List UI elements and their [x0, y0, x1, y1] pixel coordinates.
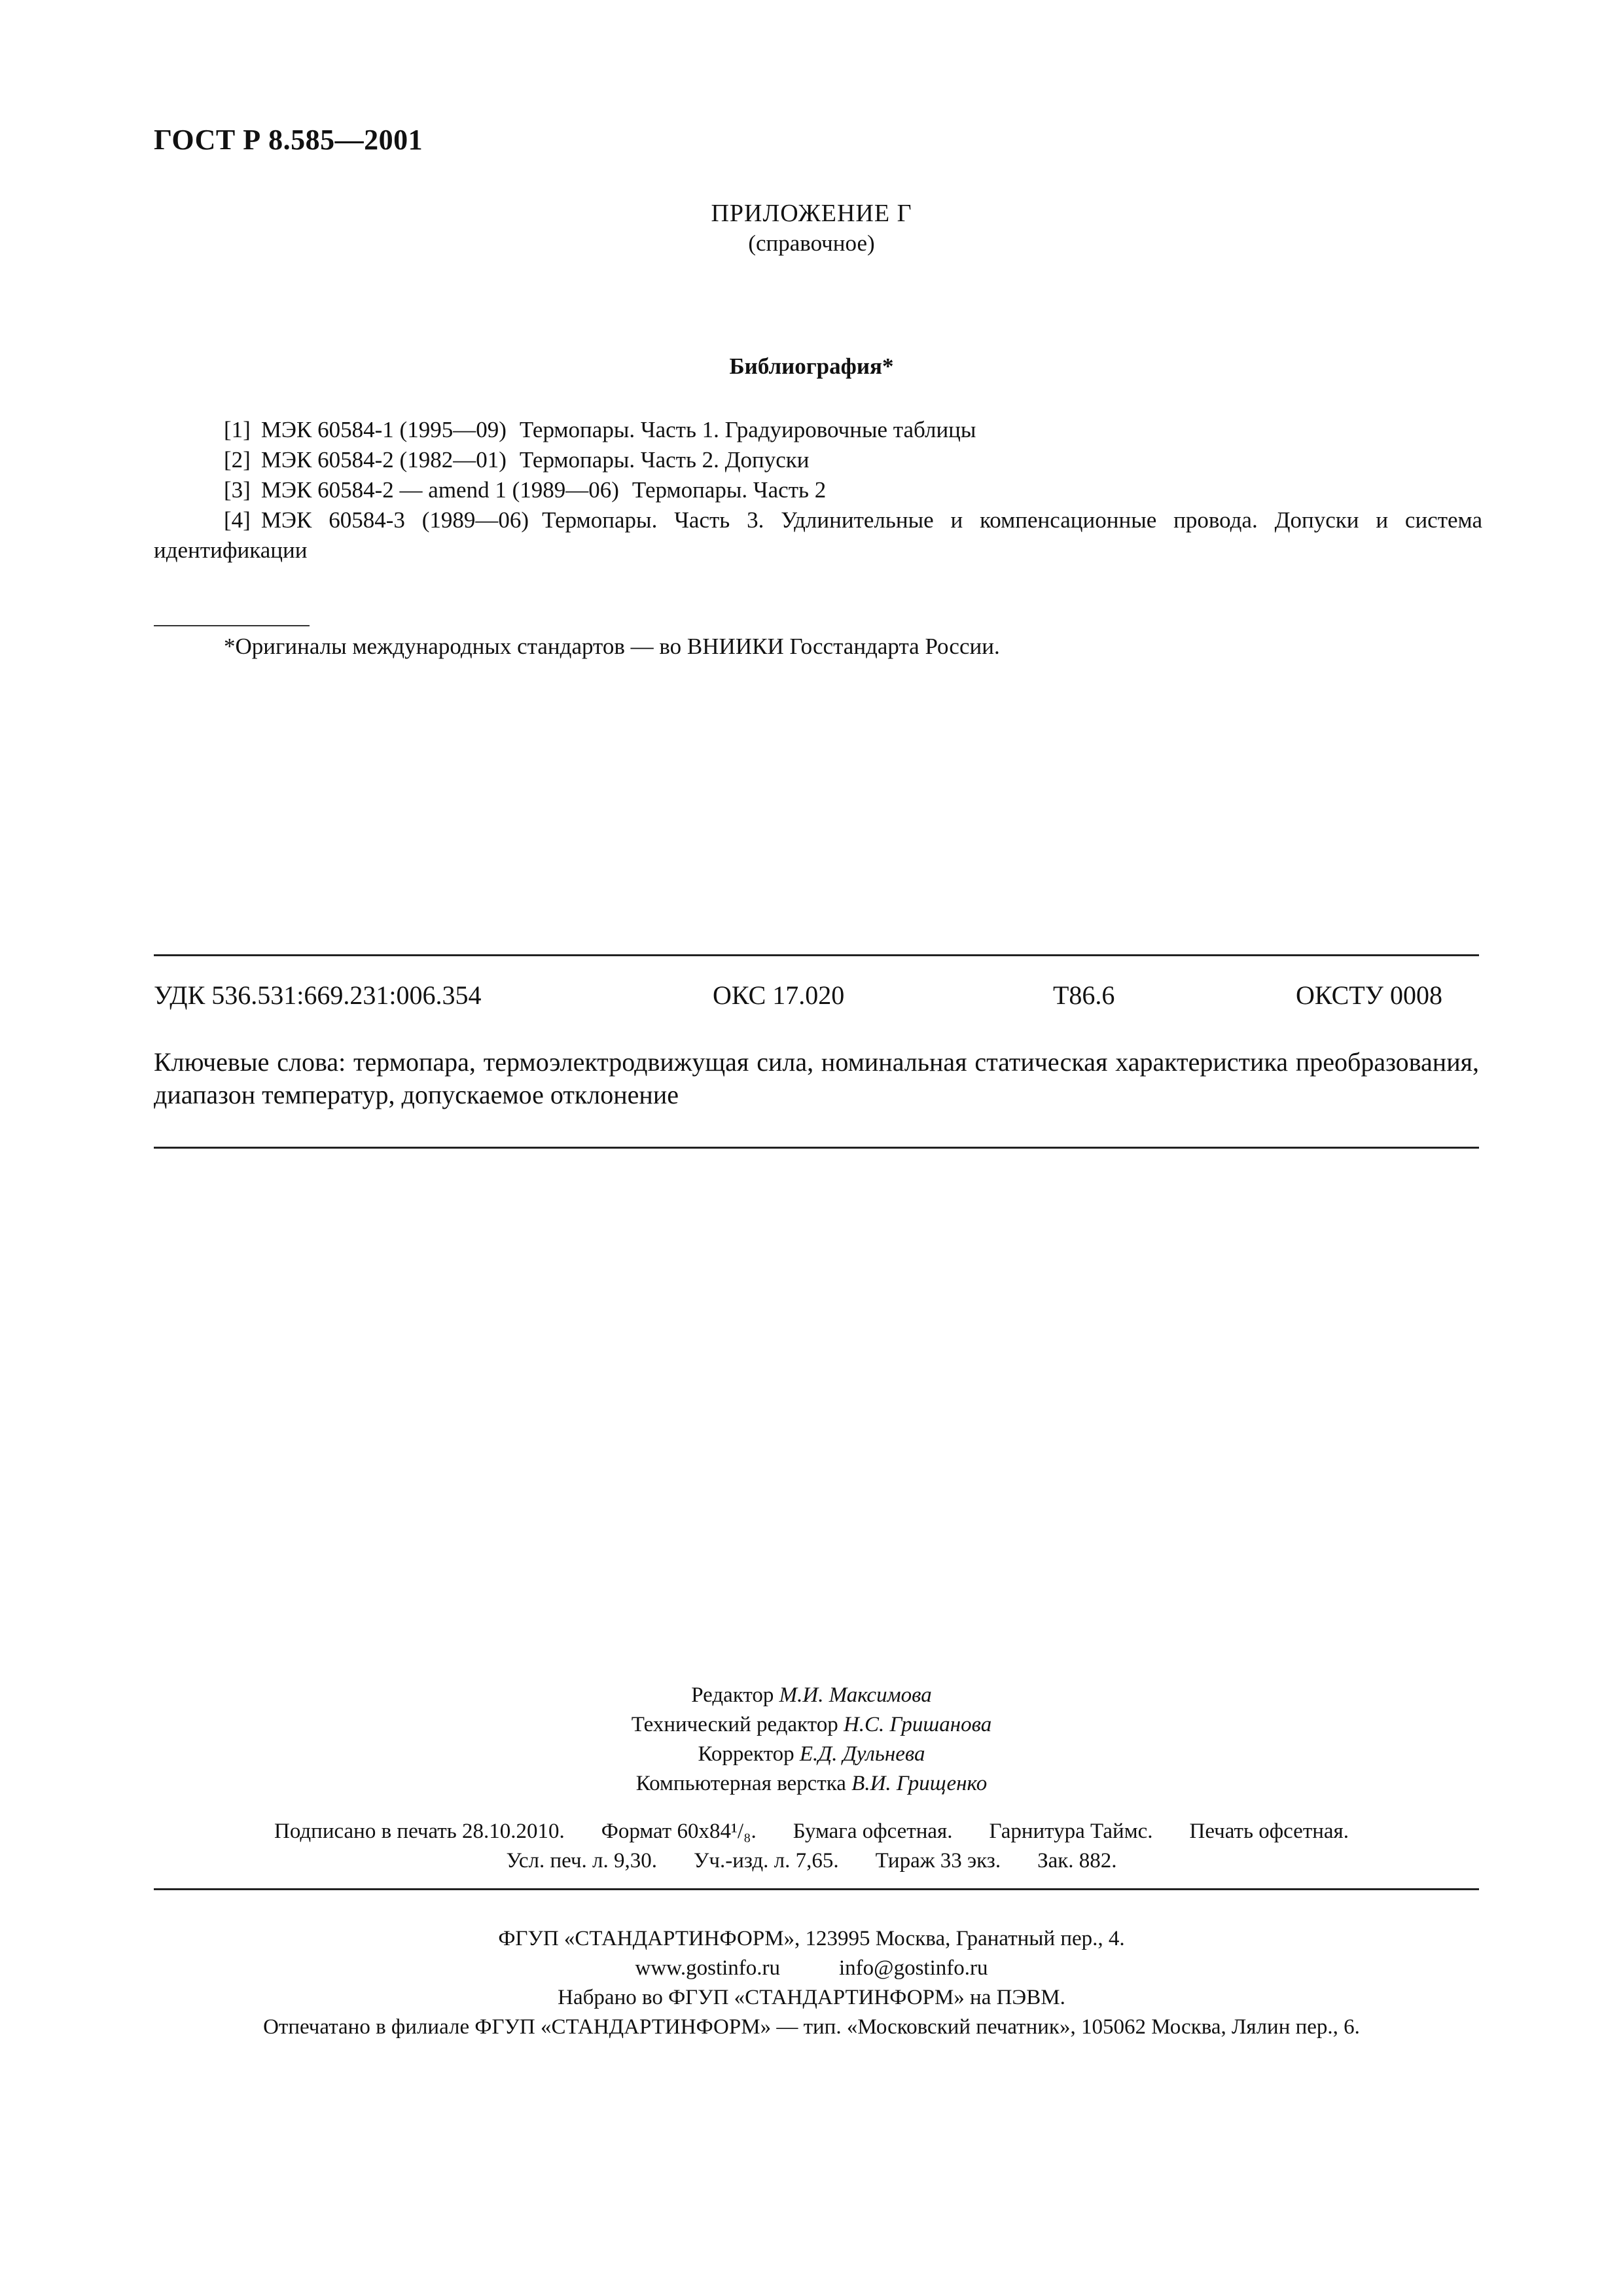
item-text: Термопары. Часть 2 [632, 477, 827, 503]
footnote-separator [154, 625, 310, 626]
divider-bottom [154, 1147, 1479, 1149]
publisher-email: info@gostinfo.ru [839, 1956, 988, 1980]
divider-top [154, 954, 1479, 956]
print-field: Уч.-изд. л. 7,65. [694, 1849, 839, 1873]
item-text: Термопары. Часть 2. Допуски [519, 447, 810, 473]
print-line-1 [0, 1817, 1623, 1846]
bibliography-title: Библиография* [729, 353, 894, 379]
print-field: Зак. 882. [1037, 1849, 1117, 1873]
credit-line [0, 1740, 1623, 1769]
keywords: Ключевые слова: термопара, термоэлектродвижущая сила, номинальная статическая характеристика преобразования, диапазон температур, допускаемое отклонение [154, 1047, 1479, 1109]
credit-person: М.И. Максимова [779, 1683, 932, 1707]
credit-person: В.И. Грищенко [851, 1772, 988, 1795]
credit-person: Е.Д. Дульнева [799, 1742, 925, 1766]
item-text: Термопары. Часть 3. Удлинительные и компенсационные провода. Допуски и система идентификации [154, 507, 1482, 563]
okstu-code: ОКСТУ 0008 [1296, 980, 1443, 1010]
bibliography-item [154, 415, 1482, 445]
credit-person: Н.С. Гришанова [843, 1713, 992, 1736]
item-number: [1] [224, 417, 251, 442]
bibliography-item [154, 445, 1482, 475]
document-code: ГОСТ Р 8.585—2001 [154, 124, 423, 156]
print-field: Усл. печ. л. 9,30. [506, 1849, 658, 1873]
item-code: МЭК 60584-1 (1995—09) [260, 417, 507, 442]
publisher-website: www.gostinfo.ru [635, 1956, 781, 1980]
credits-block [0, 1681, 1623, 1799]
publisher-address: ФГУП «СТАНДАРТИНФОРМ», 123995 Москва, Гранатный пер., 4. [498, 1927, 1125, 1950]
item-text: Термопары. Часть 1. Градуировочные таблицы [519, 417, 976, 442]
credit-role: Редактор [691, 1683, 774, 1707]
print-field: Гарнитура Таймс. [989, 1820, 1153, 1843]
divider-publisher [154, 1888, 1479, 1890]
print-field: Формат 60х84¹/₈. [601, 1820, 757, 1843]
appendix-title: ПРИЛОЖЕНИЕ Г [711, 200, 912, 227]
credit-line [0, 1769, 1623, 1799]
credit-line [0, 1681, 1623, 1710]
publisher-printed: Отпечатано в филиале ФГУП «СТАНДАРТИНФОРМ» — тип. «Московский печатник», 105062 Москва, Лялин пер., 6. [263, 2015, 1360, 2039]
print-field: Тираж 33 экз. [875, 1849, 1001, 1873]
item-number: [4] [224, 507, 251, 533]
item-number: [2] [224, 447, 251, 473]
credit-role: Технический редактор [631, 1713, 838, 1736]
print-field: Бумага офсетная. [793, 1820, 953, 1843]
appendix-subtitle: (справочное) [748, 230, 875, 256]
bibliography-item [154, 505, 1482, 565]
udk-code: УДК 536.531:669.231:006.354 [154, 980, 482, 1010]
t-code: Т86.6 [1053, 980, 1115, 1010]
print-field: Подписано в печать 28.10.2010. [274, 1820, 565, 1843]
footnote: *Оригиналы международных стандартов — во ВНИИКИ Госстандарта России. [224, 634, 1000, 659]
item-code: МЭК 60584-2 — amend 1 (1989—06) [260, 477, 619, 503]
bibliography-list [154, 415, 1482, 565]
publisher-typeset: Набрано во ФГУП «СТАНДАРТИНФОРМ» на ПЭВМ. [558, 1986, 1065, 2009]
item-number: [3] [224, 477, 251, 503]
item-code: МЭК 60584-2 (1982—01) [260, 447, 507, 473]
print-info [0, 1817, 1623, 1876]
bibliography-item [154, 475, 1482, 505]
item-code: МЭК 60584-3 (1989—06) [260, 507, 529, 533]
publisher-block [0, 1924, 1623, 2042]
credit-line [0, 1710, 1623, 1740]
print-field: Печать офсетная. [1189, 1820, 1349, 1843]
credit-role: Корректор [698, 1742, 794, 1766]
credit-role: Компьютерная верстка [635, 1772, 846, 1795]
oks-code: ОКС 17.020 [713, 980, 845, 1010]
publisher-contacts [0, 1954, 1623, 1983]
print-line-2 [0, 1846, 1623, 1876]
